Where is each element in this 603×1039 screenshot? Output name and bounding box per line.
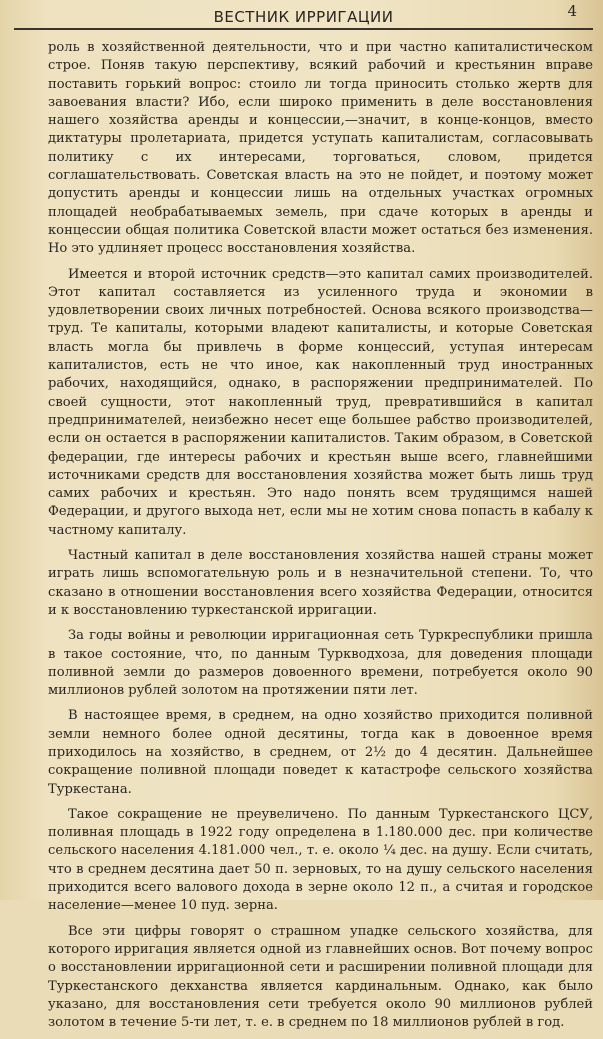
paragraph: роль в хозяйственной деятельности, что и при частно капиталистическом строе. Поняв такую перспективу, всякий рабочий и крестьянин вправе поставить горький вопрос: стоило ли тогда приносить столько жертв для завоевания власти? Ибо, если широко применить в деле восстановления нашего хозяйства аренды и концессии,—значит, в конце-концов, вместо диктатуры пролетариата, придется уступать капиталистам, согласовывать политику с их интересами, торговаться, словом, придется соглашательствовать. Советская власть на это не пойдет, и поэтому может допустить аренды и концессии лишь на отдельных участках огромных площадей необрабатываемых земель, при сдаче которых в аренды и концессии общая политика Советской власти может остаться без изменения. Но это удлиняет процесс восстановления хозяйства. bbox=[48, 40, 593, 257]
running-header bbox=[14, 4, 593, 30]
paragraph: В настоящее время, в среднем, на одно хозяйство приходится поливной земли немного более одной десятины, тогда как в довоенное время приходилось на хозяйство, в среднем, от 2½ до 4 десятин. Дальнейшее сокращение поливной площади поведет к катастрофе сельского хозяйства Туркестана. bbox=[48, 708, 593, 797]
paragraph: Такое сокращение не преувеличено. По данным Туркестанского ЦСУ, поливная площадь в 1922 году определена в 1.180.000 дес. при количестве сельского населения 4.181.000 чел., т. е. около ¼ дес. на душу. Если считать, что в среднем десятина дает 50 п. зерновых, то на душу сельского населения приходится всего валового дохода в зерне около 12 п., а считая и городское население—менее 10 пуд. зерна. bbox=[48, 806, 593, 914]
article-body bbox=[48, 39, 593, 1039]
paragraph: Частный капитал в деле восстановления хозяйства нашей страны может играть лишь вспомогательную роль и в незначительной степени. То, что сказано в отношении восстановления всего хозяйства Федерации, относится и к восстановлению туркестанской ирригации. bbox=[48, 548, 593, 618]
page-number: 4 bbox=[567, 2, 577, 20]
paragraph: За годы войны и революции ирригационная сеть Туркреспублики пришла в такое состояние, что, по данным Туркводхоза, для доведения площади поливной земли до размеров довоенного времени, потребуется около 90 миллионов рублей золотом на протяжении пяти лет. bbox=[48, 628, 593, 699]
paragraph: Имеется и второй источник средств—это капитал самих производителей. Этот капитал составляется из усиленного труда и экономии в удовлетворении своих личных потребностей. Основа всякого производства—труд. Те капиталы, которыми владеют капиталисты, и которые Советская власть могла бы привлечь в форме концессий, уступая интересам капиталистов, есть не что иное, как накопленный труд иностранных рабочих, находящийся, однако, в распоряжении предпринимателей. По своей сущности, этот накопленный труд, превратившийся в капитал предпринимателей, неизбежно несет еще большее рабство производителей, если он остается в распоряжении капиталистов. Таким образом, в Советской федерации, где интересы рабочих и крестьян выше всего, главнейшими источниками средств для восстановления хозяйства может быть лишь труд самих рабочих и крестьян. Это надо понять всем трудящимся нашей Федерации, и другого выхода нет, если мы не хотим снова попасть в кабалу к частному капиталу. bbox=[48, 266, 593, 538]
paragraph: Все эти цифры говорят о страшном упадке сельского хозяйства, для которого ирригация является одной из главнейших основ. Вот почему вопрос о восстановлении ирригационной сети и расширении поливной площади для Туркестанского декханства является кардинальным. Однако, как было указано, для восстановления сети требуется около 90 миллионов рублей золотом в течение 5-ти лет, т. е. в среднем по 18 миллионов рублей в год. bbox=[48, 923, 593, 1031]
journal-title: ВЕСТНИК ИРРИГАЦИИ bbox=[213, 8, 394, 26]
